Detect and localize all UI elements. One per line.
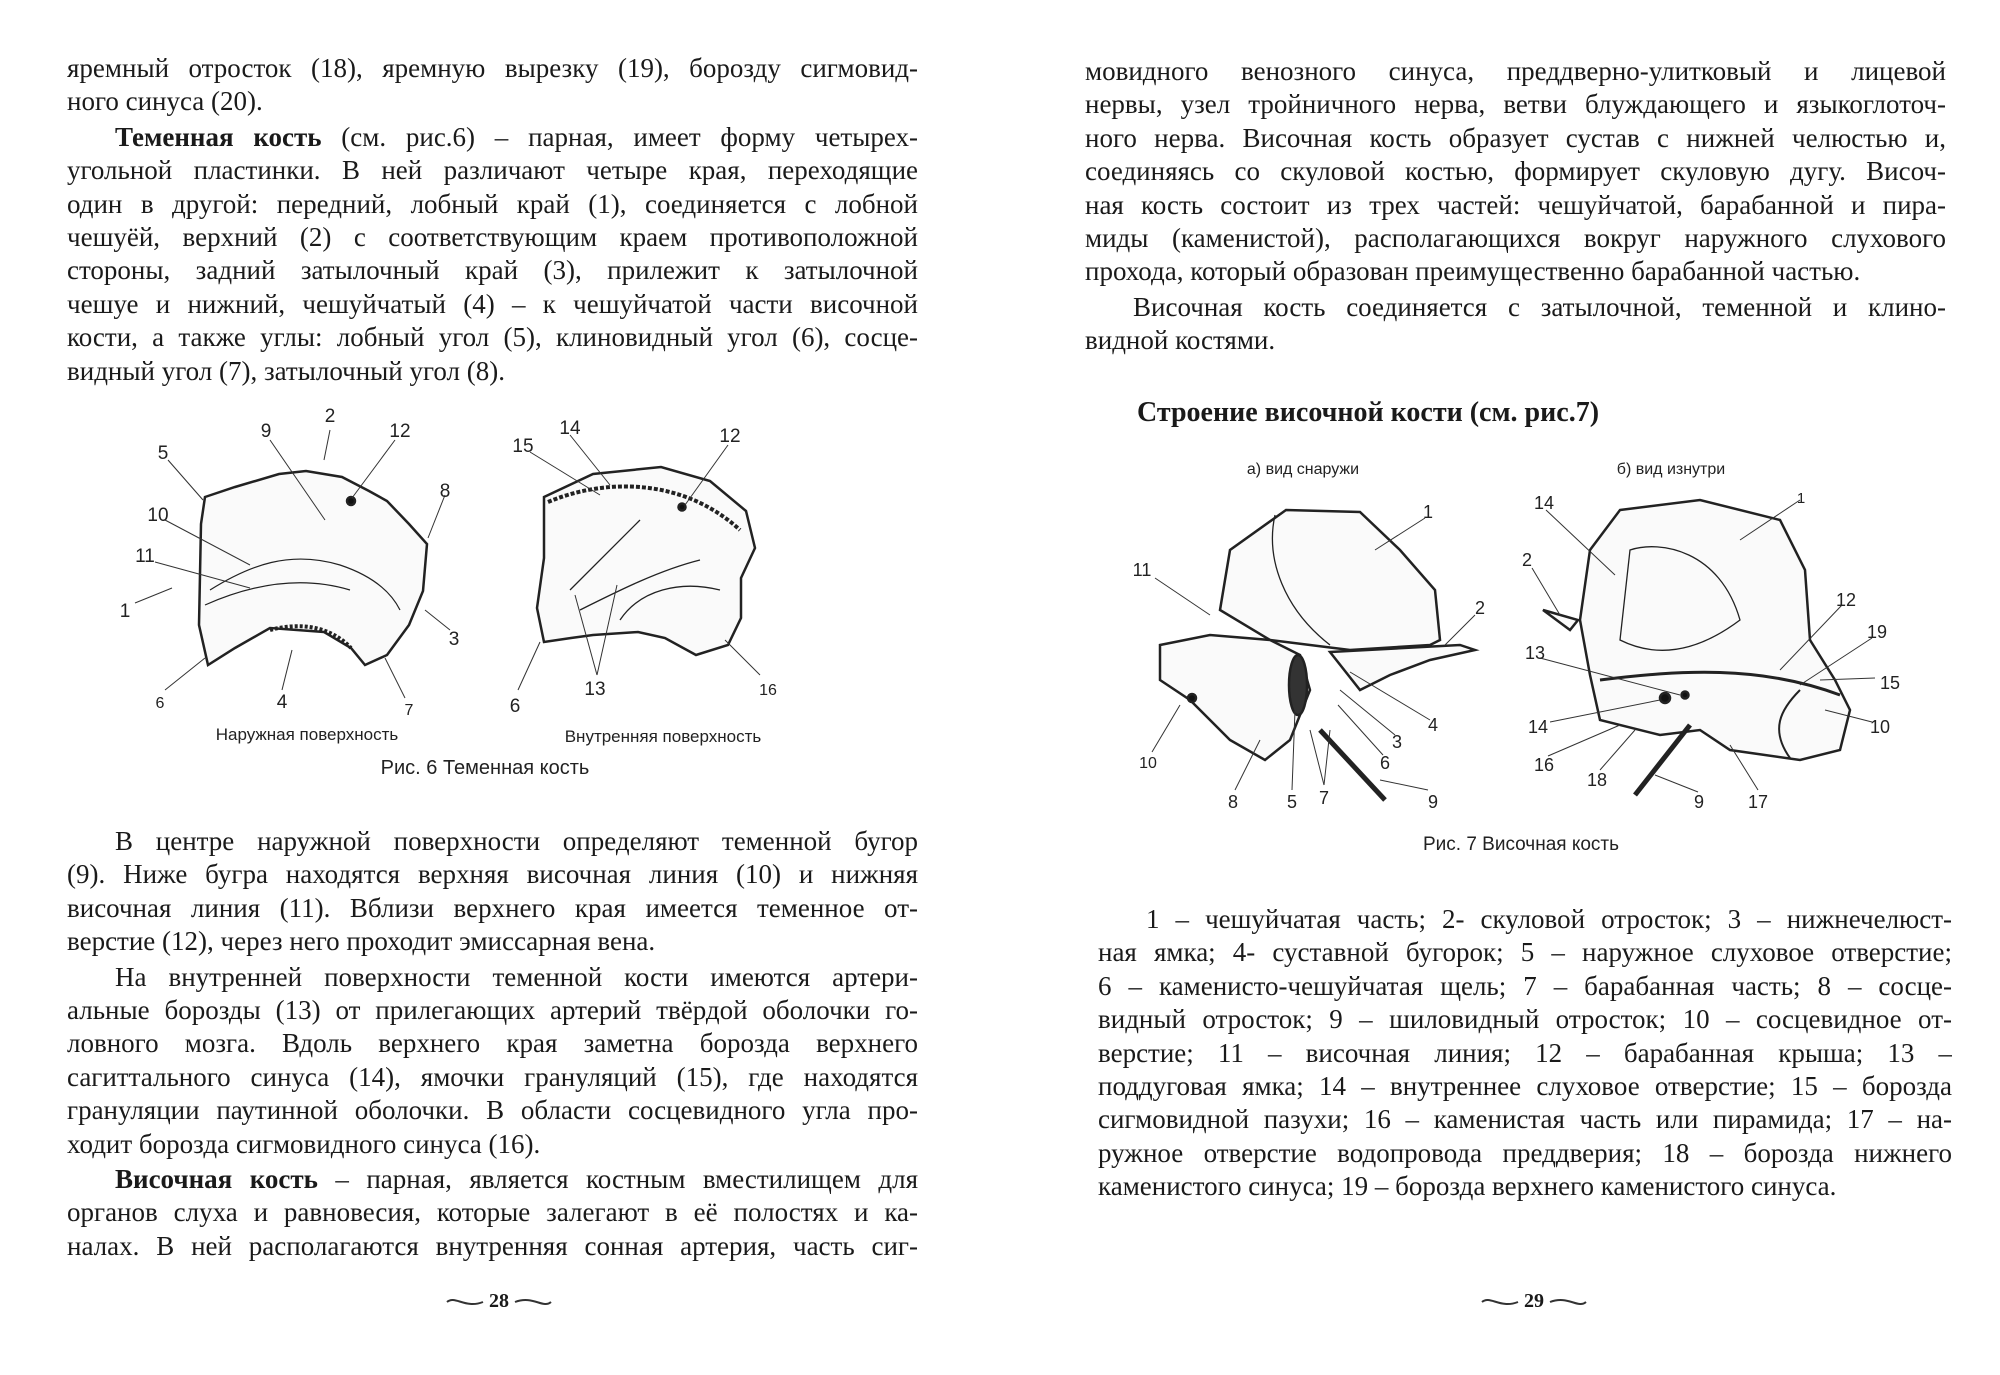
paragraph [67, 1163, 918, 1263]
text-line [67, 1027, 918, 1060]
line-text: угольной пластинки. В ней различают четыре края, переходящие [67, 155, 918, 186]
fig7-view-inner: б) вид изнутри [1616, 461, 1726, 478]
paragraph [1085, 291, 1946, 358]
line-text: каменистого синуса; 19 – борозда верхнего каменистого синуса. [1098, 1171, 1837, 1202]
line-text: Височная кость соединяется с затылочной, теменной и клино- [1133, 291, 1946, 322]
fig7-label: 15 [1879, 673, 1901, 693]
text-line [67, 825, 918, 858]
text-line [1098, 936, 1952, 969]
fig6-label: 14 [559, 418, 581, 439]
line-text: стороны, задний затылочный край (3), прилежит к затылочной [67, 255, 918, 286]
text-line [67, 1061, 918, 1094]
parietal-outer-drawing [199, 471, 427, 665]
paragraph [67, 52, 918, 119]
fig6-label: 3 [448, 629, 460, 650]
fig7-label: 14 [1533, 493, 1555, 513]
line-text: органов слуха и равновесия, которые залегают в её полостях и ка- [67, 1197, 918, 1228]
page-number-right [1480, 1290, 1588, 1313]
left-bottom-text [67, 823, 918, 1263]
line-text: кости, а также углы: лобный угол (5), клиновидный угол (6), сосце- [67, 322, 918, 353]
line-text: На внутренней поверхности теменной кости имеются артери- [115, 961, 918, 992]
line-text: сигмовидной пазухи; 16 – каменистая часть или пирамида; 17 – на- [1098, 1104, 1952, 1135]
line-text: височная линия (11). Вблизи верхнего края имеется теменное от- [67, 892, 918, 923]
ornament-icon [1480, 1295, 1520, 1309]
text-line [1098, 1003, 1952, 1036]
fig6-label: 15 [512, 436, 534, 457]
section-heading: Строение височной кости (см. рис.7) [1137, 397, 1600, 428]
fig6-label: 5 [157, 443, 169, 464]
paragraph [67, 961, 918, 1161]
temporal-outer-drawing [1160, 510, 1475, 800]
fig7-label: 16 [1533, 755, 1555, 775]
line-text: чешуёй, верхний (2) с соответствующим краем противоположной [67, 222, 918, 253]
fig7-label: 10 [1869, 717, 1891, 737]
line-text: поддуговая ямка; 14 – внутреннее слуховое отверстие; 15 – борозда [1098, 1071, 1952, 1102]
line-text: нервы, узел тройничного нерва, ветви блуждающего и языкоглоточ- [1085, 89, 1946, 120]
line-text: (см. рис.6) – парная, имеет форму четырех- [321, 121, 918, 152]
fig7-label: 13 [1524, 643, 1546, 663]
line-text: В центре наружной поверхности определяют теменной бугор [115, 826, 918, 856]
line-text: (9). Ниже бугра находятся верхняя височная линия (10) и нижняя [67, 859, 918, 890]
fig6-label: 6 [509, 696, 521, 717]
line-text: верстие; 11 – височная линия; 12 – барабанная крыша; 13 – [1098, 1037, 1952, 1068]
text-line [67, 85, 918, 118]
text-line [1098, 1070, 1952, 1103]
text-line [67, 254, 918, 287]
fig7-label: 6 [1379, 753, 1391, 773]
fig6-label: 11 [135, 546, 155, 567]
line-text: видный угол (7), затылочный угол (8). [67, 355, 506, 386]
text-line [67, 892, 918, 925]
text-line [67, 121, 918, 154]
line-text: ходит борозда сигмовидного синуса (16). [67, 1128, 541, 1159]
fig6-caption: Рис. 6 Теменная кость [380, 757, 590, 779]
fig7-label: 18 [1586, 770, 1608, 790]
fig6-label: 8 [439, 481, 451, 502]
right-top-text [1085, 53, 1946, 358]
text-line [1085, 189, 1946, 222]
paragraph [67, 121, 918, 388]
line-text: ловного мозга. Вдоль верхнего края заметна борозда верхнего [67, 1028, 918, 1059]
text-line [67, 188, 918, 221]
fig6-label: 4 [276, 692, 288, 713]
fig7-label: 1 [1796, 490, 1806, 507]
line-text: видной костями. [1085, 325, 1276, 356]
temporal-inner-drawing [1543, 500, 1850, 795]
fig7-label: 2 [1474, 598, 1486, 618]
fig7-label: 5 [1286, 792, 1298, 812]
text-line [67, 1128, 918, 1161]
text-line [67, 858, 918, 891]
text-line [67, 1230, 918, 1263]
line-text: миды (каменистой), располагающихся вокруг наружного слухового [1085, 223, 1946, 254]
text-line [1098, 1137, 1952, 1170]
text-line [1098, 1170, 1952, 1203]
fig6-label: 13 [584, 679, 606, 700]
line-text: грануляции паутинной оболочки. В области сосцевидного угла про- [67, 1095, 918, 1126]
bold-term: Височная кость [115, 1164, 318, 1195]
fig7-label: 11 [1132, 560, 1152, 580]
left-top-text [67, 50, 918, 388]
fig6-label: 12 [719, 426, 741, 447]
line-text: 6 – каменисто-чешуйчатая щель; 7 – барабанная часть; 8 – сосце- [1098, 970, 1952, 1001]
fig6-inner-caption: Внутренняя поверхность [564, 727, 762, 746]
text-line [1098, 1037, 1952, 1070]
parietal-inner-drawing [537, 467, 755, 655]
fig6-label: 9 [260, 421, 272, 442]
fig6-label: 2 [324, 406, 336, 427]
text-line [1085, 291, 1946, 324]
line-text: – парная, является костным вместилищем для [317, 1164, 918, 1195]
text-line [67, 221, 918, 254]
text-line [67, 961, 918, 994]
page-number-text: 28 [489, 1290, 509, 1312]
line-text: ружное отверстие водопровода преддверия; 18 – борозда нижнего [1098, 1137, 1952, 1168]
text-line [67, 994, 918, 1027]
text-line [67, 1163, 918, 1196]
right-legend-text [1098, 901, 1952, 1204]
line-text: налах. В ней располагаются внутренняя сонная артерия, часть сиг- [67, 1230, 918, 1261]
line-text: 1 – чешуйчатая часть; 2- скуловой отросток; 3 – нижнечелюст- [1146, 904, 1952, 934]
fig7-label: 19 [1866, 622, 1888, 642]
ornament-icon [445, 1295, 485, 1309]
fig7-label: 10 [1139, 755, 1157, 772]
fig6-label: 6 [155, 695, 165, 712]
line-text: яремный отросток (18), яремную вырезку (19), борозду сигмовид- [67, 53, 918, 83]
paragraph [1085, 55, 1946, 289]
text-line [67, 925, 918, 958]
line-text: сагиттального синуса (14), ямочки грануляций (15), где находятся [67, 1061, 918, 1092]
line-text: прохода, который образован преимущественно барабанной частью. [1085, 256, 1861, 287]
paragraph [1098, 903, 1952, 1204]
line-text: видный отросток; 9 – шиловидный отросток; 10 – сосцевидное от- [1098, 1004, 1952, 1035]
text-line [67, 154, 918, 187]
text-line [67, 321, 918, 354]
line-text: мовидного венозного синуса, преддверно-улитковый и лицевой [1085, 56, 1946, 86]
fig7-label: 3 [1391, 732, 1403, 752]
line-text: соединяясь со скуловой костью, формирует скуловую дугу. Височ- [1085, 156, 1946, 187]
figure-7-temporal-bone [1100, 440, 1980, 880]
line-text: чешуе и нижний, чешуйчатый (4) – к чешуйчатой части височной [67, 288, 918, 319]
text-line [1098, 903, 1952, 936]
fig6-label: 1 [119, 601, 131, 622]
line-text: ного синуса (20). [67, 86, 263, 117]
text-line [67, 355, 918, 388]
fig6-label: 12 [389, 421, 411, 442]
fig7-label: 1 [1422, 502, 1434, 522]
text-line [1085, 324, 1946, 357]
text-line [67, 1094, 918, 1127]
fig7-label: 17 [1747, 792, 1769, 812]
text-line [1085, 255, 1946, 288]
text-line [67, 288, 918, 321]
fig6-outer-caption: Наружная поверхность [215, 725, 399, 744]
text-line [1098, 1103, 1952, 1136]
text-line [67, 52, 918, 85]
fig6-label: 10 [147, 505, 169, 526]
text-line [1085, 155, 1946, 188]
fig7-view-outer: а) вид снаружи [1246, 461, 1360, 478]
ornament-icon [1548, 1295, 1588, 1309]
text-line [1098, 970, 1952, 1003]
text-line [1085, 88, 1946, 121]
figure-6-parietal-bone [100, 390, 800, 790]
page-number-left [445, 1290, 553, 1313]
text-line [1085, 222, 1946, 255]
line-text: ного нерва. Височная кость образует сустав с нижней челюстью и, [1085, 122, 1946, 153]
bold-term: Теменная кость [115, 121, 322, 152]
line-text: альные борозды (13) от прилегающих артерий твёрдой оболочки го- [67, 995, 918, 1026]
fig7-label: 8 [1227, 792, 1239, 812]
fig7-label: 9 [1427, 792, 1439, 812]
line-text: ная ямка; 4- суставной бугорок; 5 – наружное слуховое отверстие; [1098, 937, 1952, 968]
fig7-label: 14 [1527, 717, 1549, 737]
line-text: ная кость состоит из трех частей: чешуйчатой, барабанной и пира- [1085, 189, 1946, 220]
text-line [1085, 55, 1946, 88]
fig7-label: 7 [1318, 788, 1330, 808]
fig6-label: 16 [759, 682, 777, 699]
fig7-label: 9 [1693, 792, 1705, 812]
page-number-text: 29 [1524, 1290, 1544, 1312]
ornament-icon [513, 1295, 553, 1309]
fig7-caption: Рис. 7 Височная кость [1422, 834, 1620, 855]
line-text: верстие (12), через него проходит эмиссарная вена. [67, 926, 656, 957]
fig7-label: 4 [1427, 715, 1439, 735]
text-line [67, 1196, 918, 1229]
text-line [1085, 122, 1946, 155]
fig6-label: 7 [404, 702, 414, 719]
fig7-label: 2 [1521, 550, 1533, 570]
fig7-label: 12 [1835, 590, 1857, 610]
line-text: один в другой: передний, лобный край (1), соединяется с лобной [67, 188, 918, 219]
paragraph [67, 825, 918, 959]
